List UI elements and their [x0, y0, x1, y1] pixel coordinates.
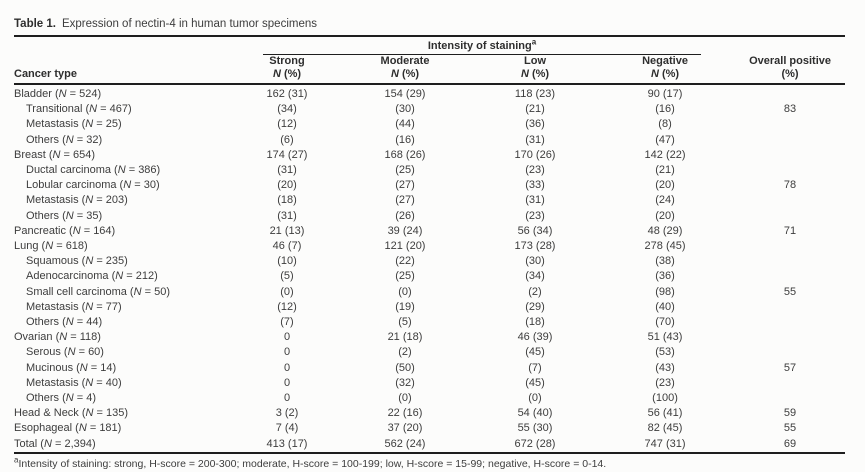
low-cell: 55 (30): [517, 422, 553, 435]
negative-cell: (23): [655, 376, 675, 389]
table-row: [14, 391, 845, 406]
table-row: [14, 224, 845, 239]
cancer-type-cell: Lung (N = 618): [14, 240, 88, 253]
table-row: [14, 361, 845, 376]
table-row: [14, 421, 845, 436]
overall-cell: [735, 148, 845, 163]
cancer-type-cell: Others (N = 32): [26, 133, 103, 146]
negative-cell: (43): [655, 361, 675, 374]
n-symbol: N: [65, 392, 74, 405]
table-footnote: [14, 455, 845, 471]
negative-cell: (98): [655, 285, 675, 298]
negative-cell: (100): [652, 392, 678, 405]
table-row: [14, 315, 845, 330]
moderate-cell: (0): [398, 285, 412, 298]
group-header-row: [14, 37, 845, 55]
strong-cell: (12): [277, 300, 297, 313]
overall-positive-header: [735, 55, 845, 84]
overall-positive-sublabel: (%): [781, 68, 799, 80]
table-row: [14, 178, 845, 193]
moderate-cell: (30): [395, 103, 415, 116]
strong-cell: 0: [283, 376, 291, 389]
moderate-column-header: [335, 55, 475, 84]
moderate-cell: (22): [395, 255, 415, 268]
negative-cell: 90 (17): [647, 88, 683, 100]
header-spacer: [735, 37, 845, 55]
strong-cell: 162 (31): [266, 88, 308, 100]
overall-cell: 59: [783, 407, 797, 420]
table-row: [14, 437, 845, 453]
header-spacer: [14, 37, 239, 55]
moderate-cell: (16): [395, 133, 415, 146]
low-cell: (23): [525, 164, 545, 177]
low-cell: 118 (23): [514, 88, 556, 100]
cancer-type-cell: Mucinous (N = 14): [26, 361, 117, 374]
overall-cell: [735, 254, 845, 269]
negative-cell: (36): [655, 270, 675, 283]
cancer-type-cell: Others (N = 44): [26, 316, 103, 329]
moderate-cell: 562 (24): [384, 437, 426, 450]
staining-group-label: Intensity of staining: [427, 40, 532, 52]
negative-cell: (24): [655, 194, 675, 207]
table-row: [14, 102, 845, 117]
cancer-type-cell: Adenocarcinoma (N = 212): [26, 270, 158, 283]
n-symbol: N: [65, 209, 74, 222]
n-symbol: N: [272, 68, 281, 80]
strong-cell: (18): [277, 194, 297, 207]
n-symbol: N: [85, 255, 94, 268]
n-symbol: N: [85, 194, 94, 207]
n-symbol: N: [650, 68, 659, 80]
moderate-cell: (50): [395, 361, 415, 374]
n-symbol: N: [123, 179, 132, 192]
moderate-label: Moderate: [380, 55, 430, 67]
cancer-type-header: Cancer type: [14, 55, 239, 84]
negative-cell: (53): [655, 346, 675, 359]
table-row: [14, 254, 845, 269]
n-symbol: N: [43, 437, 52, 450]
low-cell: 672 (28): [514, 437, 556, 450]
n-symbol: N: [58, 88, 67, 100]
low-cell: (45): [525, 346, 545, 359]
table-row: [14, 163, 845, 178]
n-symbol: N: [117, 164, 126, 177]
low-cell: (34): [525, 270, 545, 283]
low-cell: (21): [525, 103, 545, 116]
strong-cell: 21 (13): [269, 224, 305, 237]
negative-label: Negative: [642, 55, 688, 67]
table-row: [14, 376, 845, 391]
moderate-cell: (27): [395, 179, 415, 192]
table-row: [14, 330, 845, 345]
footnote-text: Intensity of staining: strong, H-score = 200-300; moderate, H-score = 100-199; low, H-score = 15-99; negative, H-score = 0-14.: [18, 457, 607, 470]
moderate-cell: (26): [395, 209, 415, 222]
n-symbol: N: [59, 331, 68, 344]
cancer-type-cell: Total (N = 2,394): [14, 437, 96, 450]
n-symbol: N: [79, 361, 88, 374]
low-cell: (36): [525, 118, 545, 131]
low-cell: 170 (26): [514, 148, 556, 161]
moderate-cell: (27): [395, 194, 415, 207]
negative-cell: 747 (31): [644, 437, 686, 450]
cancer-type-cell: Metastasis (N = 203): [26, 194, 128, 207]
moderate-cell: (19): [395, 300, 415, 313]
strong-cell: (0): [280, 285, 294, 298]
moderate-cell: (32): [395, 376, 415, 389]
table-body: [14, 84, 845, 453]
moderate-cell: 39 (24): [387, 224, 423, 237]
moderate-cell: 121 (20): [384, 240, 426, 253]
negative-column-header: [595, 55, 735, 84]
cancer-type-cell: Metastasis (N = 25): [26, 118, 122, 131]
strong-cell: 174 (27): [266, 148, 308, 161]
n-symbol: N: [78, 422, 87, 435]
moderate-cell: 37 (20): [387, 422, 423, 435]
moderate-cell: 154 (29): [384, 88, 426, 100]
low-cell: 46 (39): [517, 331, 553, 344]
negative-cell: (20): [655, 179, 675, 192]
strong-cell: (31): [277, 164, 297, 177]
cancer-type-cell: Ductal carcinoma (N = 386): [26, 164, 161, 177]
strong-cell: (7): [280, 316, 294, 329]
overall-cell: [735, 391, 845, 406]
overall-cell: [735, 239, 845, 254]
table-row: [14, 300, 845, 315]
n-symbol: N: [45, 240, 54, 253]
overall-cell: [735, 300, 845, 315]
low-cell: (23): [525, 209, 545, 222]
low-cell: (45): [525, 376, 545, 389]
table-title-text: Expression of nectin-4 in human tumor specimens: [61, 18, 318, 30]
moderate-cell: (25): [395, 164, 415, 177]
low-cell: (31): [525, 133, 545, 146]
negative-cell: (16): [655, 103, 675, 116]
n-symbol: N: [520, 68, 529, 80]
cancer-type-cell: Ovarian (N = 118): [14, 331, 101, 344]
overall-cell: 69: [783, 437, 797, 450]
strong-cell: 0: [283, 331, 291, 344]
strong-label: Strong: [269, 55, 305, 67]
table-row: [14, 117, 845, 132]
negative-cell: (47): [655, 133, 675, 146]
moderate-cell: (44): [395, 118, 415, 131]
overall-cell: [735, 345, 845, 360]
cancer-type-cell: Others (N = 4): [26, 392, 97, 405]
footnote-marker: a: [14, 455, 19, 465]
table-row: [14, 193, 845, 208]
moderate-cell: 21 (18): [387, 331, 423, 344]
table-number-label: Table 1.: [14, 18, 56, 30]
n-symbol: N: [65, 133, 74, 146]
n-symbol: N: [85, 300, 94, 313]
table-row: [14, 84, 845, 102]
n-symbol: N: [52, 148, 61, 161]
cancer-type-cell: Metastasis (N = 77): [26, 300, 122, 313]
strong-cell: 413 (17): [266, 437, 308, 450]
n-symbol: N: [67, 346, 76, 359]
table-row: [14, 345, 845, 360]
low-sublabel: N (%): [520, 68, 550, 80]
low-label: Low: [524, 55, 546, 67]
strong-column-header: [239, 55, 335, 84]
strong-cell: 0: [283, 392, 291, 405]
table-row: [14, 133, 845, 148]
negative-cell: (38): [655, 255, 675, 268]
overall-cell: 57: [783, 361, 797, 374]
overall-cell: [735, 117, 845, 132]
cancer-type-cell: Breast (N = 654): [14, 148, 96, 161]
staining-group-header: [239, 37, 735, 55]
strong-cell: 0: [283, 361, 291, 374]
overall-cell: [735, 209, 845, 224]
cancer-type-cell: Squamous (N = 235): [26, 255, 128, 268]
moderate-cell: 168 (26): [384, 148, 426, 161]
moderate-cell: 22 (16): [387, 407, 423, 420]
negative-cell: 278 (45): [644, 240, 686, 253]
low-cell: 56 (34): [517, 224, 553, 237]
cancer-type-cell: Pancreatic (N = 164): [14, 224, 116, 237]
table-row: [14, 406, 845, 421]
strong-cell: 3 (2): [275, 407, 299, 420]
low-cell: (2): [528, 285, 542, 298]
table-header: [14, 37, 845, 84]
cancer-type-cell: Esophageal (N = 181): [14, 422, 122, 435]
table-row: [14, 148, 845, 163]
overall-cell: [735, 376, 845, 391]
cancer-type-cell: Transitional (N = 467): [26, 103, 132, 116]
overall-cell: [735, 133, 845, 148]
low-cell: (33): [525, 179, 545, 192]
overall-cell: 55: [783, 422, 797, 435]
overall-cell: 71: [783, 224, 797, 237]
table-row: [14, 269, 845, 284]
low-cell: (31): [525, 194, 545, 207]
strong-cell: 46 (7): [272, 240, 302, 253]
overall-positive-label: Overall positive: [749, 55, 832, 67]
strong-sublabel: N (%): [272, 68, 302, 80]
cancer-type-cell: Bladder (N = 524): [14, 88, 102, 100]
negative-cell: (8): [658, 118, 672, 131]
strong-cell: 7 (4): [275, 422, 299, 435]
overall-cell: [735, 84, 845, 102]
moderate-cell: (0): [398, 392, 412, 405]
strong-cell: (20): [277, 179, 297, 192]
negative-cell: (21): [655, 164, 675, 177]
n-symbol: N: [390, 68, 399, 80]
low-cell: (7): [528, 361, 542, 374]
strong-cell: (6): [280, 133, 294, 146]
negative-cell: (70): [655, 316, 675, 329]
table-row: [14, 285, 845, 300]
low-cell: 54 (40): [517, 407, 553, 420]
n-symbol: N: [85, 118, 94, 131]
negative-cell: 142 (22): [644, 148, 686, 161]
n-symbol: N: [72, 224, 81, 237]
negative-cell: 56 (41): [647, 407, 683, 420]
overall-cell: 78: [783, 179, 797, 192]
moderate-sublabel: N (%): [390, 68, 420, 80]
footnote-marker: a: [531, 37, 537, 47]
overall-cell: [735, 269, 845, 284]
moderate-cell: (2): [398, 346, 412, 359]
cancer-type-cell: Head & Neck (N = 135): [14, 407, 129, 420]
n-symbol: N: [133, 285, 142, 298]
strong-cell: 0: [283, 346, 291, 359]
n-symbol: N: [65, 316, 74, 329]
overall-cell: [735, 163, 845, 178]
cancer-type-cell: Metastasis (N = 40): [26, 376, 122, 389]
moderate-cell: (5): [398, 316, 412, 329]
table-row: [14, 239, 845, 254]
overall-cell: [735, 193, 845, 208]
n-symbol: N: [85, 407, 94, 420]
cancer-type-cell: Serous (N = 60): [26, 346, 104, 359]
overall-cell: [735, 315, 845, 330]
low-cell: (18): [525, 316, 545, 329]
strong-cell: (12): [277, 118, 297, 131]
low-column-header: [475, 55, 595, 84]
n-symbol: N: [89, 103, 98, 116]
table-title: [14, 17, 845, 37]
cancer-type-cell: Lobular carcinoma (N = 30): [26, 179, 160, 192]
overall-cell: 55: [783, 285, 797, 298]
cancer-type-cell: Small cell carcinoma (N = 50): [26, 285, 170, 298]
strong-cell: (34): [277, 103, 297, 116]
n-symbol: N: [115, 270, 124, 283]
negative-sublabel: N (%): [650, 68, 680, 80]
moderate-cell: (25): [395, 270, 415, 283]
strong-cell: (31): [277, 209, 297, 222]
low-cell: (29): [525, 300, 545, 313]
strong-cell: (10): [277, 255, 297, 268]
low-cell: (0): [528, 392, 542, 405]
column-labels-row: [14, 55, 845, 84]
n-symbol: N: [85, 376, 94, 389]
negative-cell: 51 (43): [647, 331, 683, 344]
low-cell: 173 (28): [514, 240, 556, 253]
cancer-type-cell: Others (N = 35): [26, 209, 103, 222]
table-row: [14, 209, 845, 224]
nectin4-expression-table: [14, 37, 845, 454]
low-cell: (30): [525, 255, 545, 268]
negative-cell: (20): [655, 209, 675, 222]
negative-cell: 82 (45): [647, 422, 683, 435]
strong-cell: (5): [280, 270, 294, 283]
negative-cell: 48 (29): [647, 224, 683, 237]
overall-cell: [735, 330, 845, 345]
negative-cell: (40): [655, 300, 675, 313]
overall-cell: 83: [783, 103, 797, 116]
